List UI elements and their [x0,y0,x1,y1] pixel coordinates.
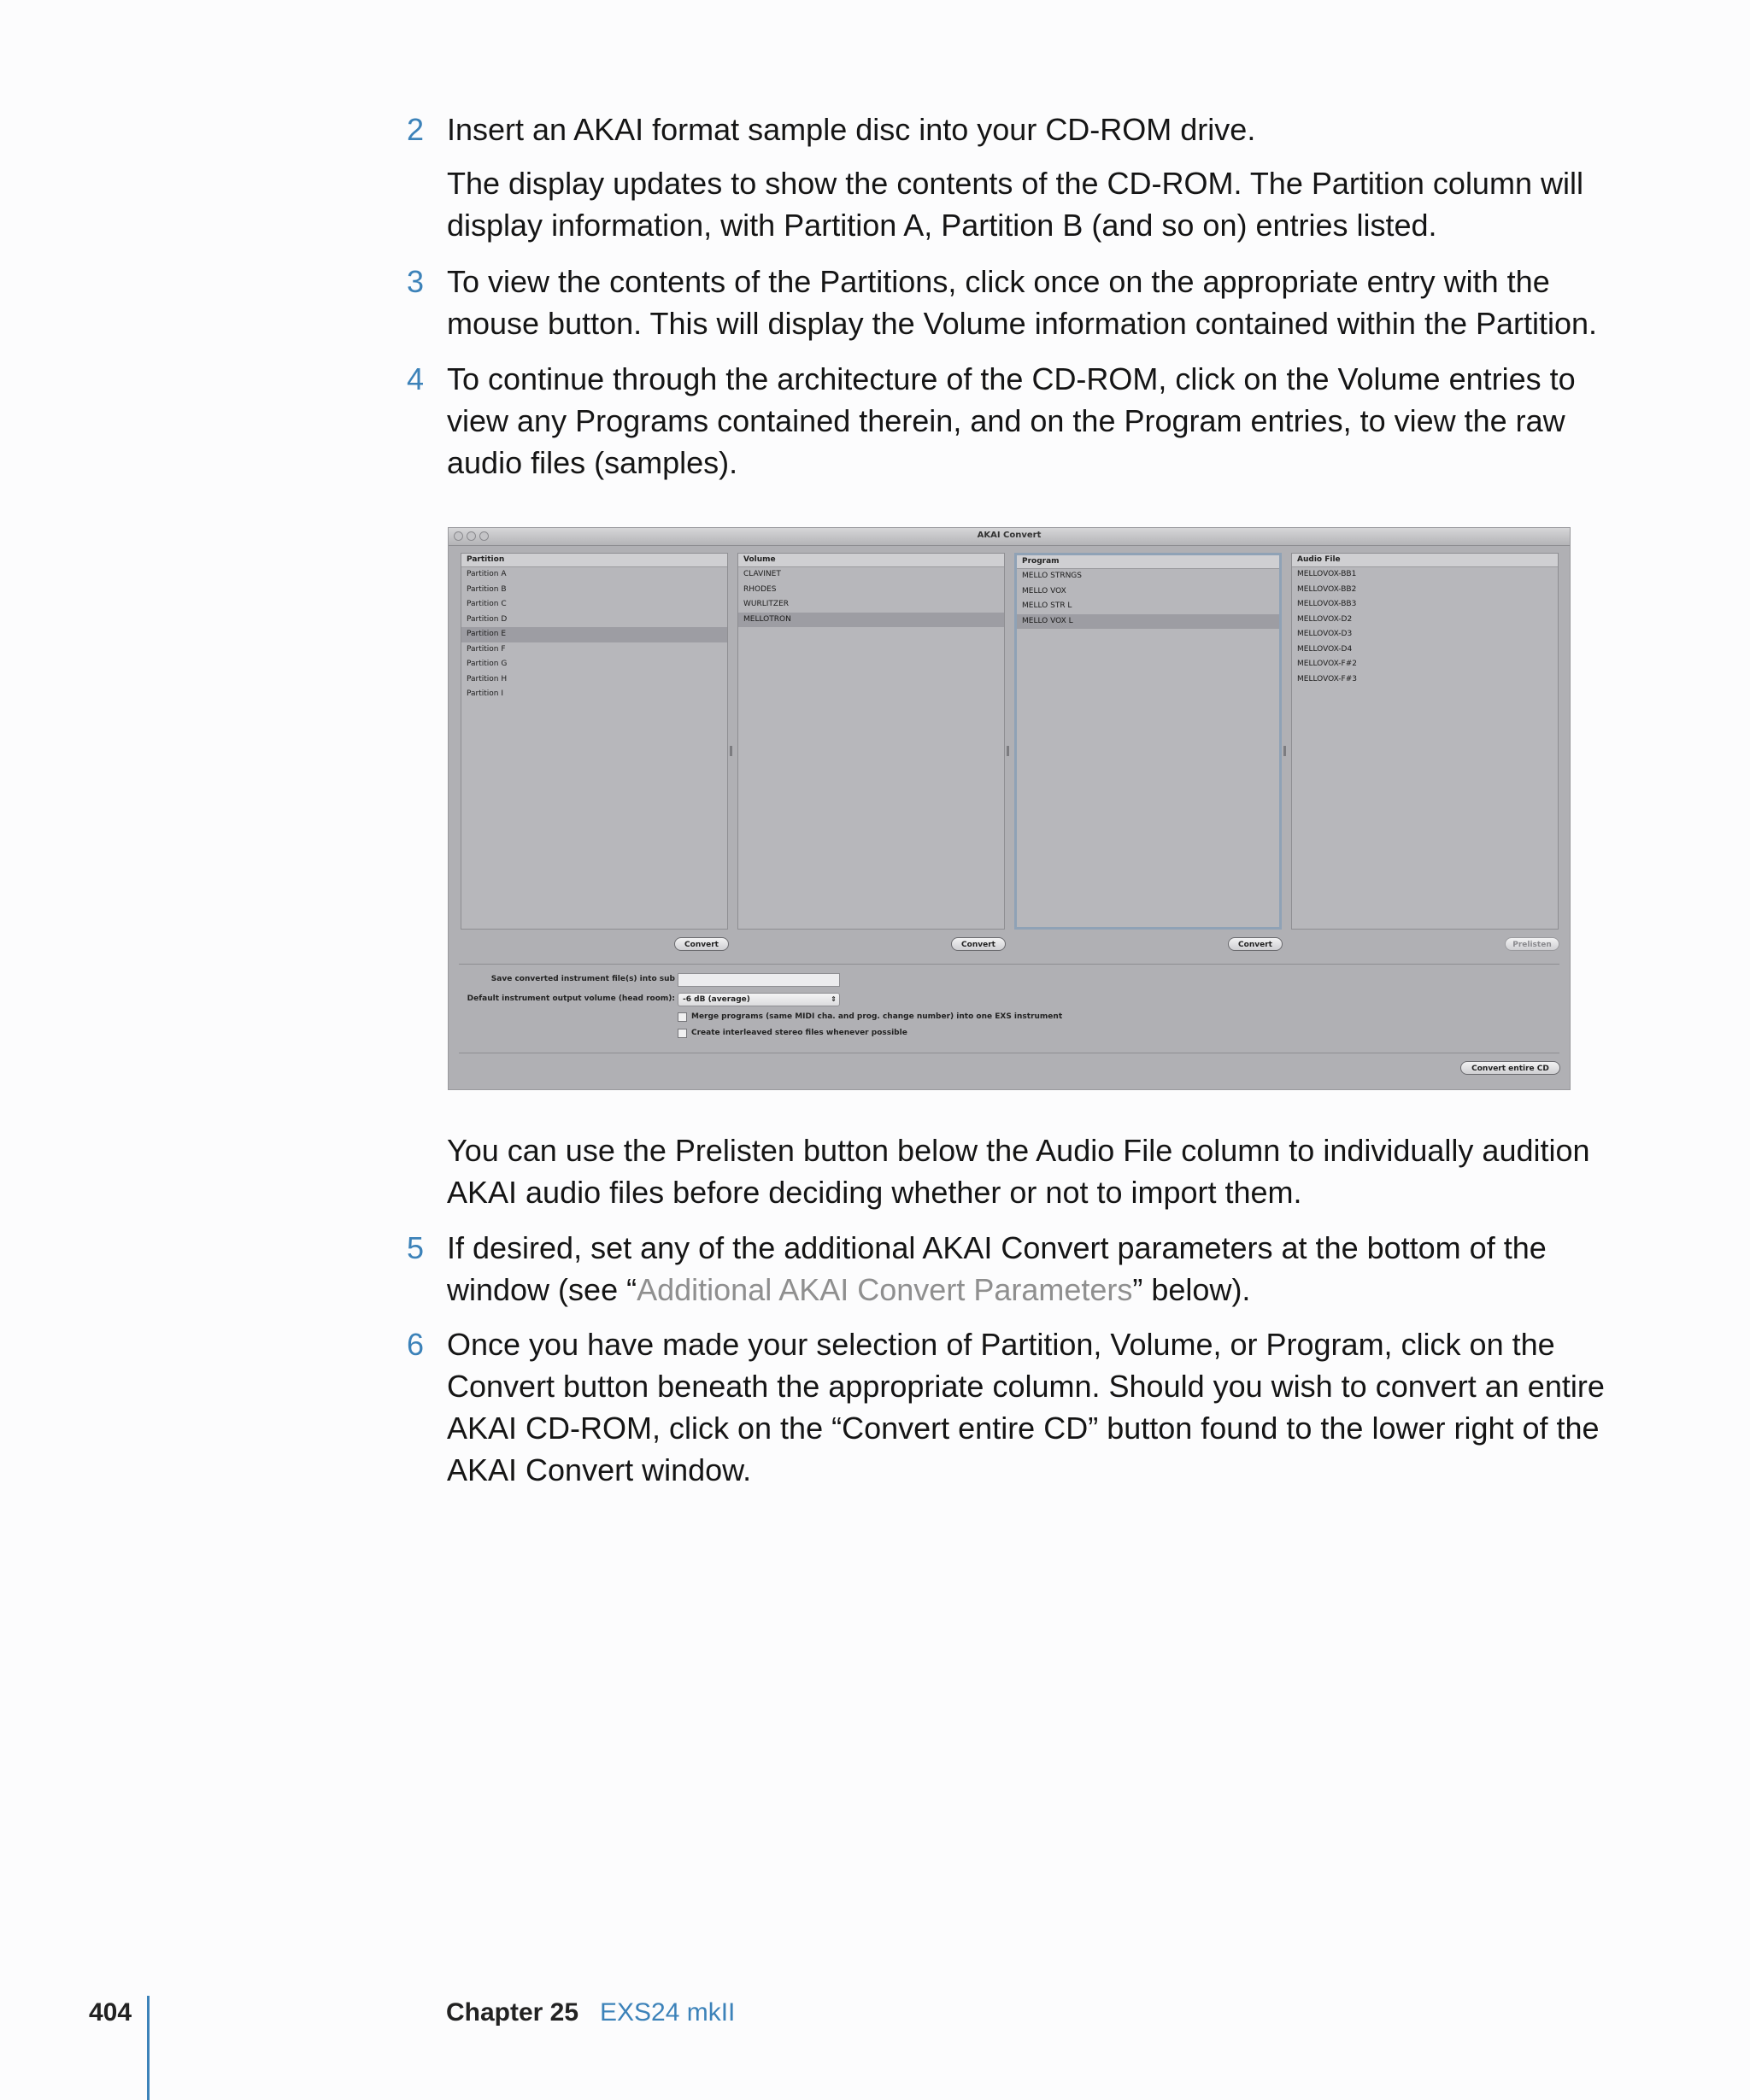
step-number: 2 [407,112,425,147]
akai-convert-window [448,527,1571,1090]
list-item[interactable]: Partition G [467,660,508,668]
list-item[interactable]: MELLOVOX-BB2 [1297,584,1357,594]
list-item[interactable]: MELLOVOX-F#2 [1297,660,1358,668]
interleaved-stereo-label: Create interleaved stereo files whenever possible [691,1029,907,1037]
stepper-arrows-icon: ⇕ [831,995,837,1003]
list-item[interactable]: CLAVINET [743,570,781,578]
program-column[interactable] [1014,553,1282,930]
list-item[interactable]: Partition B [467,584,507,594]
list-item[interactable]: Partition F [467,644,506,654]
window-titlebar [449,528,1570,546]
list-item[interactable]: WURLITZER [743,600,790,608]
list-item[interactable]: MELLOVOX-D3 [1297,630,1353,638]
step-number: 4 [407,361,425,396]
merge-programs-checkbox[interactable] [678,1012,687,1022]
output-volume-value: -6 dB (average) [683,995,750,1004]
list-item[interactable]: Partition I [467,689,504,698]
prelisten-note: You can use the Prelisten button below the Audio File column to individually audition AKAI audio files before deciding whether or not to import them. [447,1133,1590,1210]
column-resize-handle[interactable] [1283,746,1286,756]
list-item[interactable]: MELLOVOX-BB1 [1297,570,1357,578]
column-header[interactable]: Partition [461,554,727,567]
partition-column[interactable] [461,553,728,930]
merge-programs-label: Merge programs (same MIDI cha. and prog. change number) into one EXS instrument [691,1012,1063,1021]
volume-column[interactable] [737,553,1005,930]
list-item[interactable]: MELLOVOX-D4 [1297,644,1353,654]
parameters-link[interactable]: Additional AKAI Convert Parameters [637,1272,1133,1307]
step-text: Insert an AKAI format sample disc into your CD-ROM drive. [447,112,1256,147]
page-number: 404 [89,1998,132,2027]
interleaved-stereo-checkbox[interactable] [678,1029,687,1038]
save-folder-label: Save converted instrument file(s) into sub [490,975,675,983]
list-item[interactable]: MELLO VOX L [1017,614,1279,630]
column-header[interactable]: Program [1017,555,1279,569]
output-volume-select[interactable] [678,993,840,1006]
chapter-label: Chapter 25 [446,1998,579,2027]
column-header[interactable]: Volume [738,554,1004,567]
step-detail: The display updates to show the contents of the CD-ROM. The Partition column will display information, with Partition A, Partition B (and so on) entries listed. [447,166,1583,243]
list-item[interactable]: MELLOVOX-D2 [1297,614,1353,624]
audio-file-column[interactable] [1291,553,1559,930]
convert-volume-button[interactable]: Convert [951,937,1006,951]
step-text-after: ” below). [1132,1272,1251,1307]
convert-program-button[interactable]: Convert [1228,937,1283,951]
list-item[interactable]: MELLOVOX-F#3 [1297,674,1358,683]
list-item[interactable]: Partition H [467,674,508,683]
step-number: 6 [407,1327,425,1362]
list-item[interactable]: RHODES [743,584,777,594]
list-item[interactable]: Partition C [467,600,507,608]
column-resize-handle[interactable] [1007,746,1009,756]
list-item[interactable]: MELLO VOX [1022,586,1066,595]
list-item[interactable]: Partition D [467,614,508,624]
prelisten-button[interactable]: Prelisten [1505,937,1559,951]
list-item[interactable]: MELLO STR L [1022,601,1072,610]
list-item[interactable]: MELLO STRNGS [1022,572,1082,580]
list-item[interactable]: MELLOVOX-BB3 [1297,600,1357,608]
step-text-before: If desired, set any of the additional AKAI Convert parameters at the bottom of the window (see “ [447,1230,1547,1307]
step-text [447,1227,1609,1311]
column-resize-handle[interactable] [730,746,732,756]
step-text: Once you have made your selection of Partition, Volume, or Program, click on the Convert button beneath the appropriate column. Should you wish to convert an entire AKAI CD-ROM, click on the “Convert entire CD” button found to the lower right of the AKAI Convert window. [447,1327,1605,1487]
save-folder-field[interactable] [678,973,840,987]
list-item[interactable]: Partition A [467,570,507,578]
divider [459,964,1559,965]
footer-rule [147,1996,150,2100]
output-volume-label: Default instrument output volume (head room): [467,994,675,1003]
window-title: AKAI Convert [977,531,1042,540]
chapter-name-link[interactable]: EXS24 mkII [600,1998,736,2027]
list-item[interactable]: MELLOTRON [738,613,1004,628]
column-header[interactable]: Audio File [1292,554,1558,567]
step-number: 5 [407,1230,425,1265]
convert-partition-button[interactable]: Convert [674,937,729,951]
step-number: 3 [407,264,425,299]
list-item[interactable]: Partition E [461,627,727,642]
convert-entire-cd-button[interactable]: Convert entire CD [1460,1061,1560,1075]
step-text: To view the contents of the Partitions, click once on the appropriate entry with the mouse button. This will display the Volume information contained within the Partition. [447,264,1598,341]
step-text: To continue through the architecture of the CD-ROM, click on the Volume entries to view any Programs contained therein, and on the Program entries, to view the raw audio files (samples). [447,361,1576,480]
